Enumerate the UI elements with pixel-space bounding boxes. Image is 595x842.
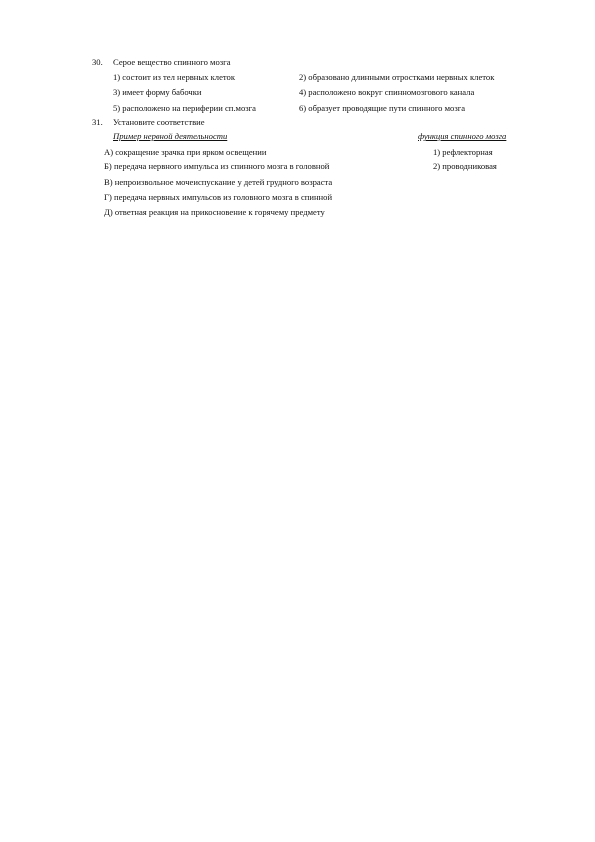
column-header-function: функция спинного мозга bbox=[418, 131, 507, 141]
q30-option-1: 1) состоит из тел нервных клеток bbox=[113, 72, 236, 82]
q31-function-2: 2) проводниковая bbox=[433, 161, 497, 171]
q30-option-2: 2) образовано длинными отростками нервных клеток bbox=[299, 72, 495, 82]
q31-item-g: Г) передача нервных импульсов из головного мозга в спинной bbox=[104, 192, 333, 202]
q30-option-6: 6) образует проводящие пути спинного мозга bbox=[299, 103, 466, 113]
q31-function-1: 1) рефлекторная bbox=[433, 147, 493, 157]
q31-item-b: Б) передача нервного импульса из спинного мозга в головной bbox=[104, 161, 330, 171]
question-30-title: Серое вещество спинного мозга bbox=[113, 57, 231, 67]
q30-option-3: 3) имеет форму бабочки bbox=[113, 87, 202, 97]
question-31-title: Установите соответствие bbox=[113, 117, 205, 127]
q31-item-a: А) сокращение зрачка при ярком освещении bbox=[104, 147, 267, 157]
column-header-example: Пример нервной деятельности bbox=[113, 131, 228, 141]
q31-item-d: Д) ответная реакция на прикосновение к горячему предмету bbox=[104, 207, 325, 217]
q31-item-v: В) непроизвольное мочеиспускание у детей грудного возраста bbox=[104, 177, 333, 187]
q30-option-5: 5) расположено на периферии сп.мозга bbox=[113, 103, 256, 113]
question-31-number: 31. bbox=[92, 117, 103, 127]
question-30-number: 30. bbox=[92, 57, 103, 67]
q30-option-4: 4) расположено вокруг спинномозгового канала bbox=[299, 87, 475, 97]
